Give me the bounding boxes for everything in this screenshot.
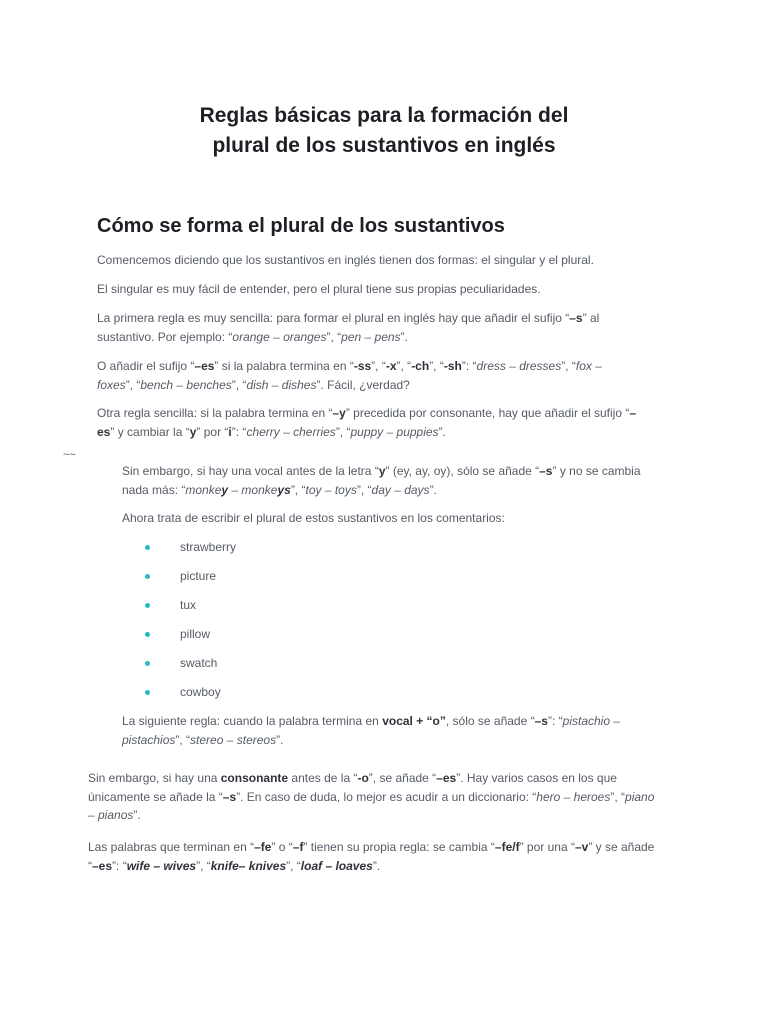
list-item: pillow [142,624,236,653]
list-item: strawberry [142,537,236,566]
tilde-mark: ~~ [63,449,76,461]
paragraph-vowel-y: Sin embargo, si hay una vocal antes de la letra “y” (ey, ay, oy), sólo se añade “–s” y no se cambia nada más: “monkey – monkeys”, “toy – toys”, “day – days”. [122,464,641,497]
paragraph-vowel-o: La siguiente regla: cuando la palabra termina en vocal + “o”, sólo se añade “–s”: “pistachio – pistachios”, “stereo – stereos”. [122,714,621,747]
paragraph-rule-y: Otra regla sencilla: si la palabra termina en “–y” precedida por consonante, hay que añadir el sufijo “–es” y cambiar la “y” por “i”: “cherry – cherries”, “puppy – puppies”. [97,406,637,439]
list-item: picture [142,566,236,595]
title-line-2: plural de los sustantivos en inglés [212,134,556,157]
list-item: tux [142,595,236,624]
bullet-icon [145,574,150,579]
bullet-icon [145,632,150,637]
paragraph-rule-es: O añadir el sufijo “–es” si la palabra termina en “-ss”, “-x”, “-ch”, “-sh”: “dress – dresses”, “fox – foxes”, “bench – benches”, “dish – dishes”. Fácil, ¿verdad? [97,359,602,392]
paragraph-intro: Comencemos diciendo que los sustantivos en inglés tienen dos formas: el singular y el plural. [97,253,594,267]
paragraph-exercise: Ahora trata de escribir el plural de estos sustantivos en los comentarios: [122,511,505,525]
list-item: swatch [142,653,236,682]
paragraph-singular: El singular es muy fácil de entender, pero el plural tiene sus propias peculiaridades. [97,282,541,296]
bullet-icon [145,661,150,666]
bullet-icon [145,690,150,695]
section-heading: Cómo se forma el plural de los sustantivos [97,215,505,237]
paragraph-rule-s: La primera regla es muy sencilla: para formar el plural en inglés hay que añadir el sufijo “–s” al sustantivo. Por ejemplo: “orange – oranges”, “pen – pens”. [97,311,600,344]
list-item: cowboy [142,682,236,711]
title-line-1: Reglas básicas para la formación del [199,104,569,127]
paragraph-rule-fe: Las palabras que terminan en “–fe” o “–f” tienen su propia regla: se cambia “–fe/f” por una “–v” y se añade “–es”: “wife – wives”, “knife– knives”, “loaf – loaves”. [88,840,655,873]
paragraph-consonant-o: Sin embargo, si hay una consonante antes de la “-o”, se añade “–es”. Hay varios casos en los que únicamente se añade la “–s”. En caso de duda, lo mejor es acudir a un diccionario: “hero – heroes”, “piano – pianos”. [88,771,655,822]
bullet-icon [145,545,150,550]
bullet-icon [145,603,150,608]
page-title [0,101,768,161]
word-list [142,537,236,711]
